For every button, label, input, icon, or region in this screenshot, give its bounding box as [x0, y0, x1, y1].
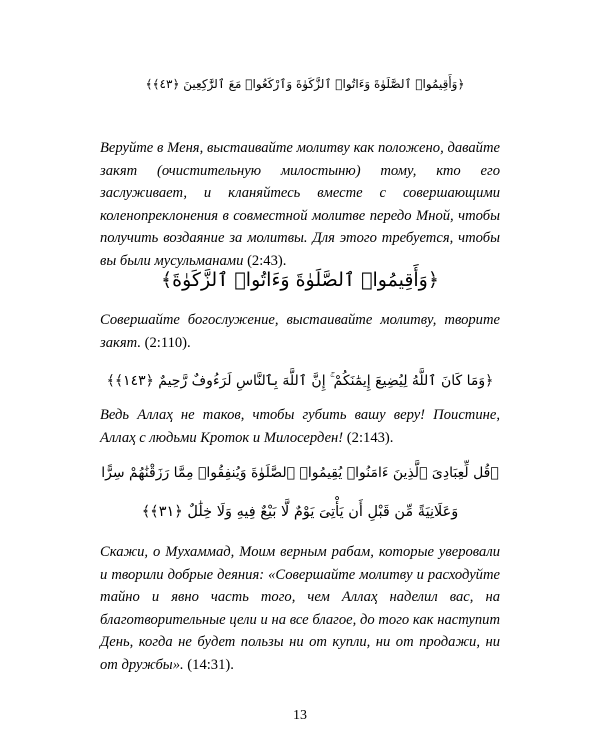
translation-2-110 [100, 309, 500, 354]
translation-14-31 [100, 541, 500, 676]
verse-reference: (2:43). [243, 252, 287, 269]
translation-2-143 [100, 404, 500, 449]
translation-text: Скажи, о Мухаммад, Моим верным рабам, которые уверовали и творили добрые деяния: «Совершайте молитву и расходуйте тайно и явно часть того, чем Аллаҳ наделил вас, на благотворительные цели и на все благое, до того как наступит День, когда не будет пользы ни от купли, ни от продажи, ни от дружбы». [100, 544, 500, 673]
verse-reference: (2:143). [343, 429, 394, 446]
arabic-verse-14-31-line-1: ﴿قُل لِّعِبَادِىَ ٱلَّذِينَ ءَامَنُوا۟ يُقِيمُوا۟ ٱلصَّلَوٰةَ وَيُنفِقُوا۟ مِمَّا رَزَقْنَٰهُمْ سِرًّا [101, 465, 499, 481]
verse-reference: (14:31). [183, 656, 234, 673]
arabic-verse-2-43: ﴿وَأَقِيمُوا۟ ٱلصَّلَوٰةَ وَءَاتُوا۟ ٱلزَّكَوٰةَ وَٱرْكَعُوا۟ مَعَ ٱلرَّٰكِعِينَ ﴿٤٣﴾﴾ [145, 77, 465, 91]
translation-text: Совершайте богослужение, выстаивайте молитву, творите закят. [100, 312, 500, 351]
translation-text: Веруйте в Меня, выстаивайте молитву как положено, давайте закят (очистительную милостыню) тому, кто его заслуживает, и кланяйтесь вместе с совершающими коленопреклонения в совместной молитве передо Мной, чтобы получить воздаяние за молитвы. Для этого требуется, чтобы вы были мусульманами [100, 140, 500, 269]
translation-2-43 [100, 137, 500, 272]
page-number: 13 [293, 708, 307, 723]
arabic-verse-14-31-line-2: وَعَلَانِيَةً مِّن قَبْلِ أَن يَأْتِىَ يَوْمٌ لَّا بَيْعٌ فِيهِ وَلَا خِلَٰلٌ ﴿٣١﴾﴾ [141, 504, 459, 520]
arabic-verse-2-143: ﴿وَمَا كَانَ ٱللَّهُ لِيُضِيعَ إِيمَٰنَكُمْ ۚ إِنَّ ٱللَّهَ بِٱلنَّاسِ لَرَءُوفٌ رَّحِيمٌ ﴿١٤٣﴾﴾ [106, 373, 494, 389]
translation-text: Ведь Аллаҳ не таков, чтобы губить вашу веру! Поистине, Аллаҳ с людьми Кроток и Милосерден! [100, 407, 500, 446]
verse-reference: (2:110). [140, 334, 191, 351]
arabic-verse-2-110: ﴿وَأَقِيمُوا۟ ٱلصَّلَوٰةَ وَءَاتُوا۟ ٱلزَّكَوٰةَ﴾ [161, 269, 439, 291]
